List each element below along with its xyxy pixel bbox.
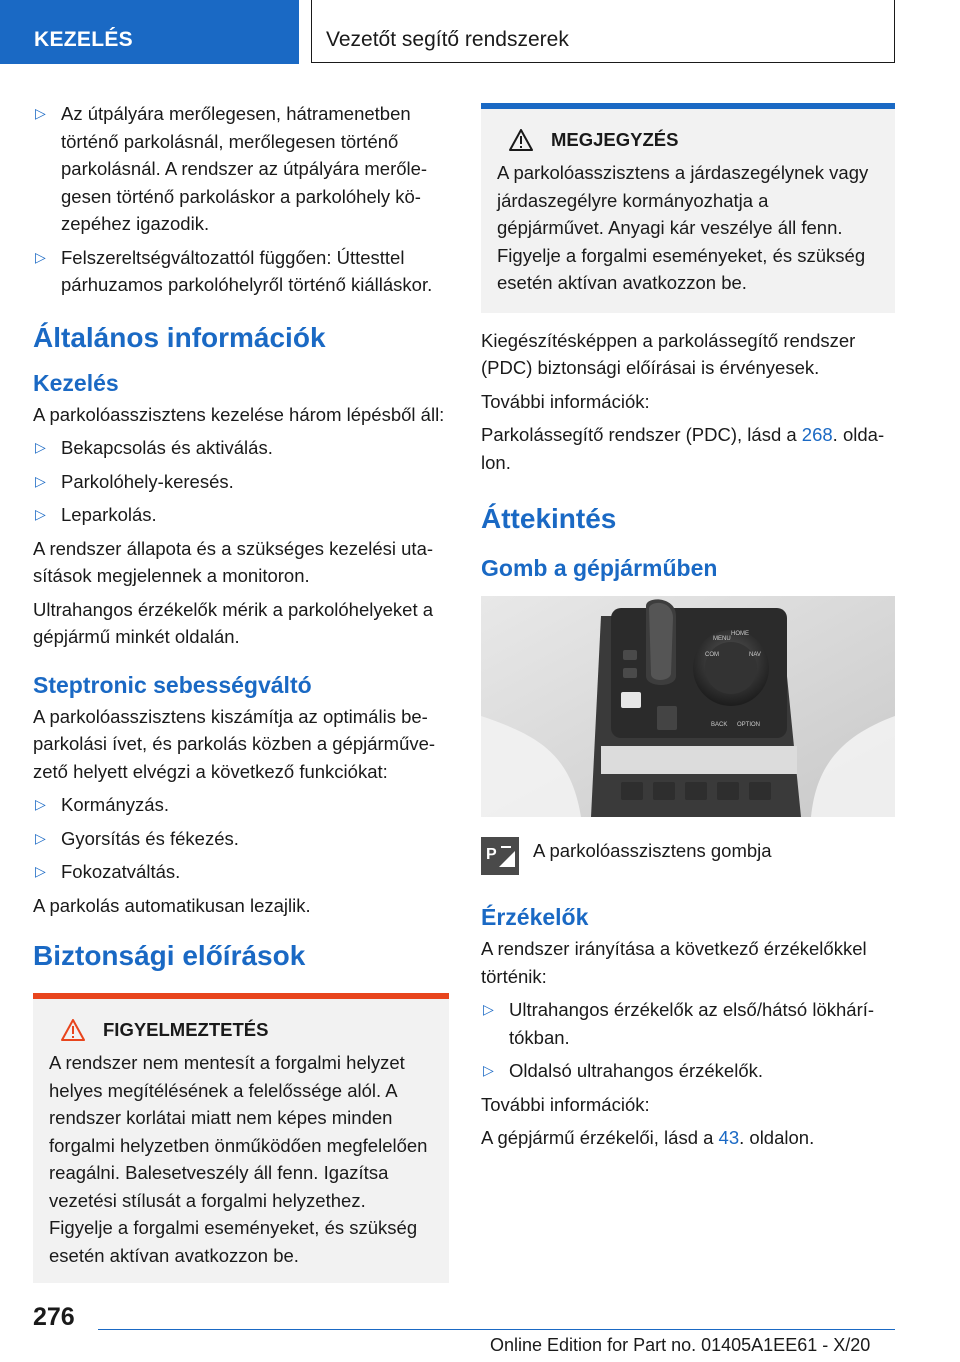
parking-assistant-icon (481, 837, 519, 875)
steptronic-intro: A parkolóasszisztens kiszámítja az optimális beparkolási ívet, és parkolás közben a gépjárművezető helyett elvégzi a következő funkciókat: (33, 705, 436, 782)
back-button-label: BACK (711, 722, 728, 728)
more-info-label: További információk: (481, 1093, 650, 1115)
notice-title: MEGJEGYZÉS (551, 129, 679, 150)
home-button-label: HOME (731, 631, 749, 637)
warning-triangle-icon (61, 1019, 85, 1041)
list-item: ▷ Fokozatváltás. (33, 858, 449, 886)
notice-triangle-icon (509, 129, 533, 151)
steptronic-paragraph: A parkolás automatikusan lezajlik. (33, 894, 311, 916)
header-section-title: KEZELÉS (34, 28, 133, 51)
operation-paragraph: A rendszer állapota és a szükséges kezelési utasítások megjelennek a monitoron. (33, 537, 434, 586)
pdc-reference: Parkolássegítő rendszer (PDC), lásd a 268. oldalon. (481, 424, 885, 473)
list-item: ▷ Leparkolás. (33, 501, 449, 529)
list-item: ▷ Parkolóhely-keresés. (33, 468, 449, 496)
page-link-268[interactable]: 268 (801, 424, 833, 445)
heading-safety: Biztonsági előírások (33, 940, 306, 971)
triangle-bullet-icon: ▷ (35, 829, 46, 846)
more-info-label: További információk: (481, 390, 650, 412)
triangle-bullet-icon: ▷ (35, 105, 46, 121)
heading-overview: Áttekintés (481, 503, 617, 534)
right-column (481, 103, 895, 1158)
list-item: ▷ Oldalsó ultrahangos érzékelők. (481, 1057, 895, 1085)
nav-button-label: NAV (749, 652, 761, 658)
sensors-reference: A gépjármű érzékelői, lásd a 43. oldalon. (481, 1127, 815, 1148)
heading-steptronic: Steptronic sebességváltó (33, 671, 312, 698)
heading-general-info: Általános információk (33, 321, 326, 353)
triangle-bullet-icon: ▷ (35, 506, 46, 522)
warning-box (33, 999, 449, 1283)
center-console-illustration (481, 596, 895, 817)
list-item: ▷ Felszereltségváltozattól függően: Úttesttel párhuzamos parkolóhelyről történő kiálláskor. (33, 244, 449, 299)
triangle-bullet-icon: ▷ (483, 1062, 494, 1078)
heading-button-in-vehicle: Gomb a gépjárműben (481, 555, 718, 581)
list-item: ▷ Kormányzás. (33, 791, 449, 819)
triangle-bullet-icon: ▷ (35, 863, 46, 879)
photo-caption: A parkolóasszisztens gombja (533, 840, 772, 861)
footer-edition: Online Edition for Part no. 01405A1EE61 - X/20 (490, 1335, 871, 1355)
triangle-bullet-icon: ▷ (35, 472, 46, 489)
page-link-43[interactable]: 43 (718, 1127, 740, 1148)
pdc-paragraph: Kiegészítésképpen a parkolássegítő rendszer (PDC) biztonsági előírásai is érvényesek. (481, 329, 856, 378)
operation-intro: A parkolóasszisztens kezelése három lépésből áll: (33, 403, 445, 425)
notice-box (481, 109, 895, 313)
notice-title-row (497, 129, 879, 151)
list-item: ▷ Az útpályára merőlegesen, hátramenetben történő parkolásnál, merőlegesen történő parkolásnál. A rendszer az útpályára merőlegesen történő parkoláskor a parkolóhely közepéhez igazodik. (33, 100, 449, 238)
triangle-bullet-icon: ▷ (483, 1001, 494, 1017)
photo-caption-row (481, 837, 895, 875)
heading-operation: Kezelés (33, 369, 119, 396)
svg-text:P: P (486, 846, 497, 863)
list-item: ▷ Bekapcsolás és aktiválás. (33, 434, 449, 462)
option-button-label: OPTION (737, 722, 761, 728)
sensors-intro: A rendszer irányítása a következő érzékelőkkel történik: (481, 938, 867, 987)
footer-divider (98, 1329, 895, 1330)
operation-paragraph: Ultrahangos érzékelők mérik a parkolóhelyeket a gépjármű minkét oldalán. (33, 598, 434, 647)
left-column (33, 100, 449, 1297)
notice-text: A parkolóasszisztens a járdaszegélynek vagy járdaszegélyre kormányozhatja a gépjárművet. Anyagi kár veszélye áll fenn. Figyelje a forgalmi eseményeket, és szükség esetén aktívan avatkozzon be. (497, 162, 869, 293)
com-button-label: COM (705, 652, 719, 658)
warning-title-row (49, 1019, 433, 1041)
triangle-bullet-icon: ▷ (35, 796, 46, 812)
list-item: ▷ Ultrahangos érzékelők az első/hátsó lökhárítókban. (481, 996, 895, 1051)
warning-text: A rendszer nem mentesít a forgalmi helyzet helyes megítélésének a felelőssége alól. A rendszer korlátai miatt nem képes minden forgalmi helyzetben önműködően megfelelően reagálni. Balesetveszély áll fenn. Igazítsa vezetési stílusát a forgalmi helyzethez. Figyelje a forgalmi eseményeket, és szükség esetén aktívan avatkozzon be. (49, 1052, 428, 1266)
list-item: ▷ Gyorsítás és fékezés. (33, 825, 449, 853)
warning-title: FIGYELMEZTETÉS (103, 1019, 269, 1040)
controls-photo (481, 596, 895, 817)
triangle-bullet-icon: ▷ (35, 439, 46, 455)
header-chapter-title: Vezetőt segítő rendszerek (326, 28, 569, 51)
page-number: 276 (33, 1303, 75, 1331)
menu-button-label: MENU (713, 636, 731, 642)
heading-sensors: Érzékelők (481, 904, 589, 930)
triangle-bullet-icon: ▷ (35, 248, 46, 265)
